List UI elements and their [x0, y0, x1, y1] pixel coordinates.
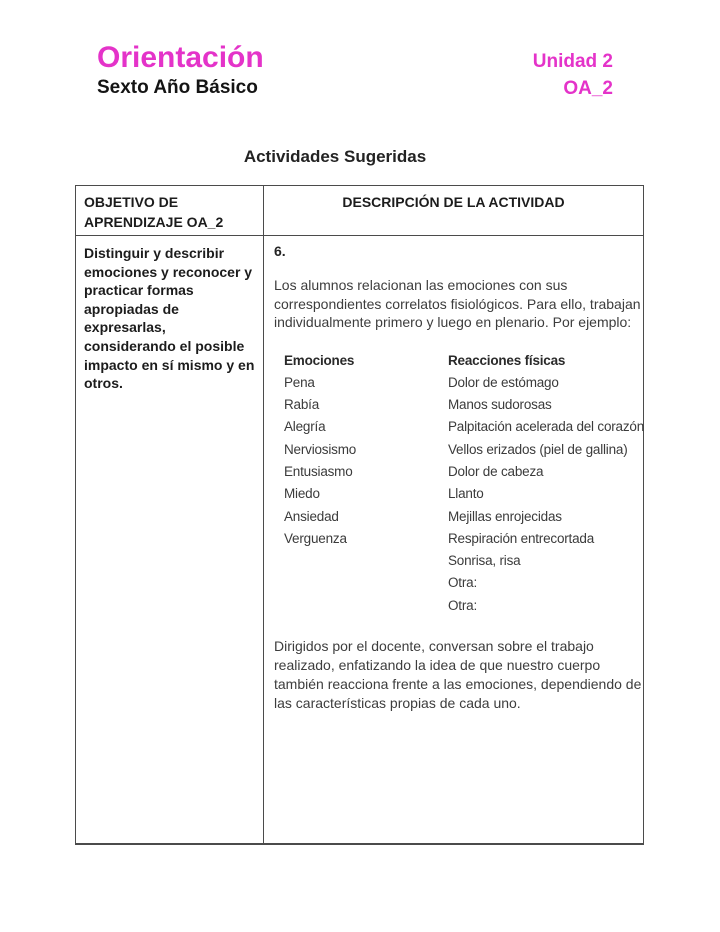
emotions-reactions-list [284, 350, 645, 618]
emotion-item: Nerviosismo [284, 441, 357, 457]
emotions-items [284, 372, 448, 550]
section-title: Actividades Sugeridas [243, 147, 427, 166]
emotion-item: Alegría [284, 419, 326, 435]
oa-code-label: OA_2 [563, 78, 613, 99]
emotion-item: Verguenza [284, 530, 347, 546]
document-header-left [97, 42, 264, 99]
emotion-item: Miedo [284, 486, 320, 502]
reactions-column-header: Reacciones físicas [448, 352, 566, 368]
subject-title: Orientación [97, 41, 264, 74]
activities-table [75, 185, 644, 845]
reaction-item: Sonrisa, risa [448, 553, 521, 569]
emotion-item: Rabía [284, 397, 320, 413]
emotion-item: Ansiedad [284, 508, 339, 524]
activity-cell [264, 236, 643, 843]
table-header-row [76, 186, 643, 236]
reaction-item: Otra: [448, 597, 478, 613]
activity-intro-paragraph: Los alumnos relacionan las emociones con sus correspondientes correlatos fisiológicos. Para ello, trabajan individualmente primero y luego en plenario. Por ejemplo: [274, 277, 641, 330]
reaction-item: Llanto [448, 486, 484, 502]
emotions-column-header: Emociones [284, 352, 355, 368]
reactions-items [448, 372, 645, 617]
reaction-item: Dolor de cabeza [448, 463, 544, 479]
emotions-column [284, 350, 448, 618]
objective-text: Distinguir y describir emociones y reconocer y practicar formas apropiadas de expresarlas, considerando el posible impacto en sí mismo y en otros. [84, 245, 255, 392]
activity-number: 6. [274, 243, 286, 259]
emotion-item: Entusiasmo [284, 463, 353, 479]
table-body-row [76, 236, 643, 843]
reaction-item: Otra: [448, 575, 478, 591]
reaction-item: Palpitación acelerada del corazón [448, 419, 645, 435]
reaction-item: Vellos erizados (piel de gallina) [448, 441, 628, 457]
reaction-item: Respiración entrecortada [448, 530, 595, 546]
emotion-item: Pena [284, 374, 315, 390]
reactions-column [448, 350, 645, 618]
reaction-item: Mejillas enrojecidas [448, 508, 562, 524]
activity-closing-paragraph: Dirigidos por el docente, conversan sobre el trabajo realizado, enfatizando la idea de que nuestro cuerpo también reacciona frente a las emociones, dependiendo de las características propias de cada uno. [274, 638, 642, 712]
objective-column-header: OBJETIVO DE APRENDIZAJE OA_2 [76, 186, 264, 235]
reaction-item: Dolor de estómago [448, 374, 559, 390]
reaction-item: Manos sudorosas [448, 397, 552, 413]
document-header-right [533, 51, 613, 100]
grade-subtitle: Sexto Año Básico [97, 77, 258, 98]
objective-cell [76, 236, 264, 843]
activity-column-header: DESCRIPCIÓN DE LA ACTIVIDAD [342, 194, 565, 210]
unit-label: Unidad 2 [532, 51, 613, 72]
